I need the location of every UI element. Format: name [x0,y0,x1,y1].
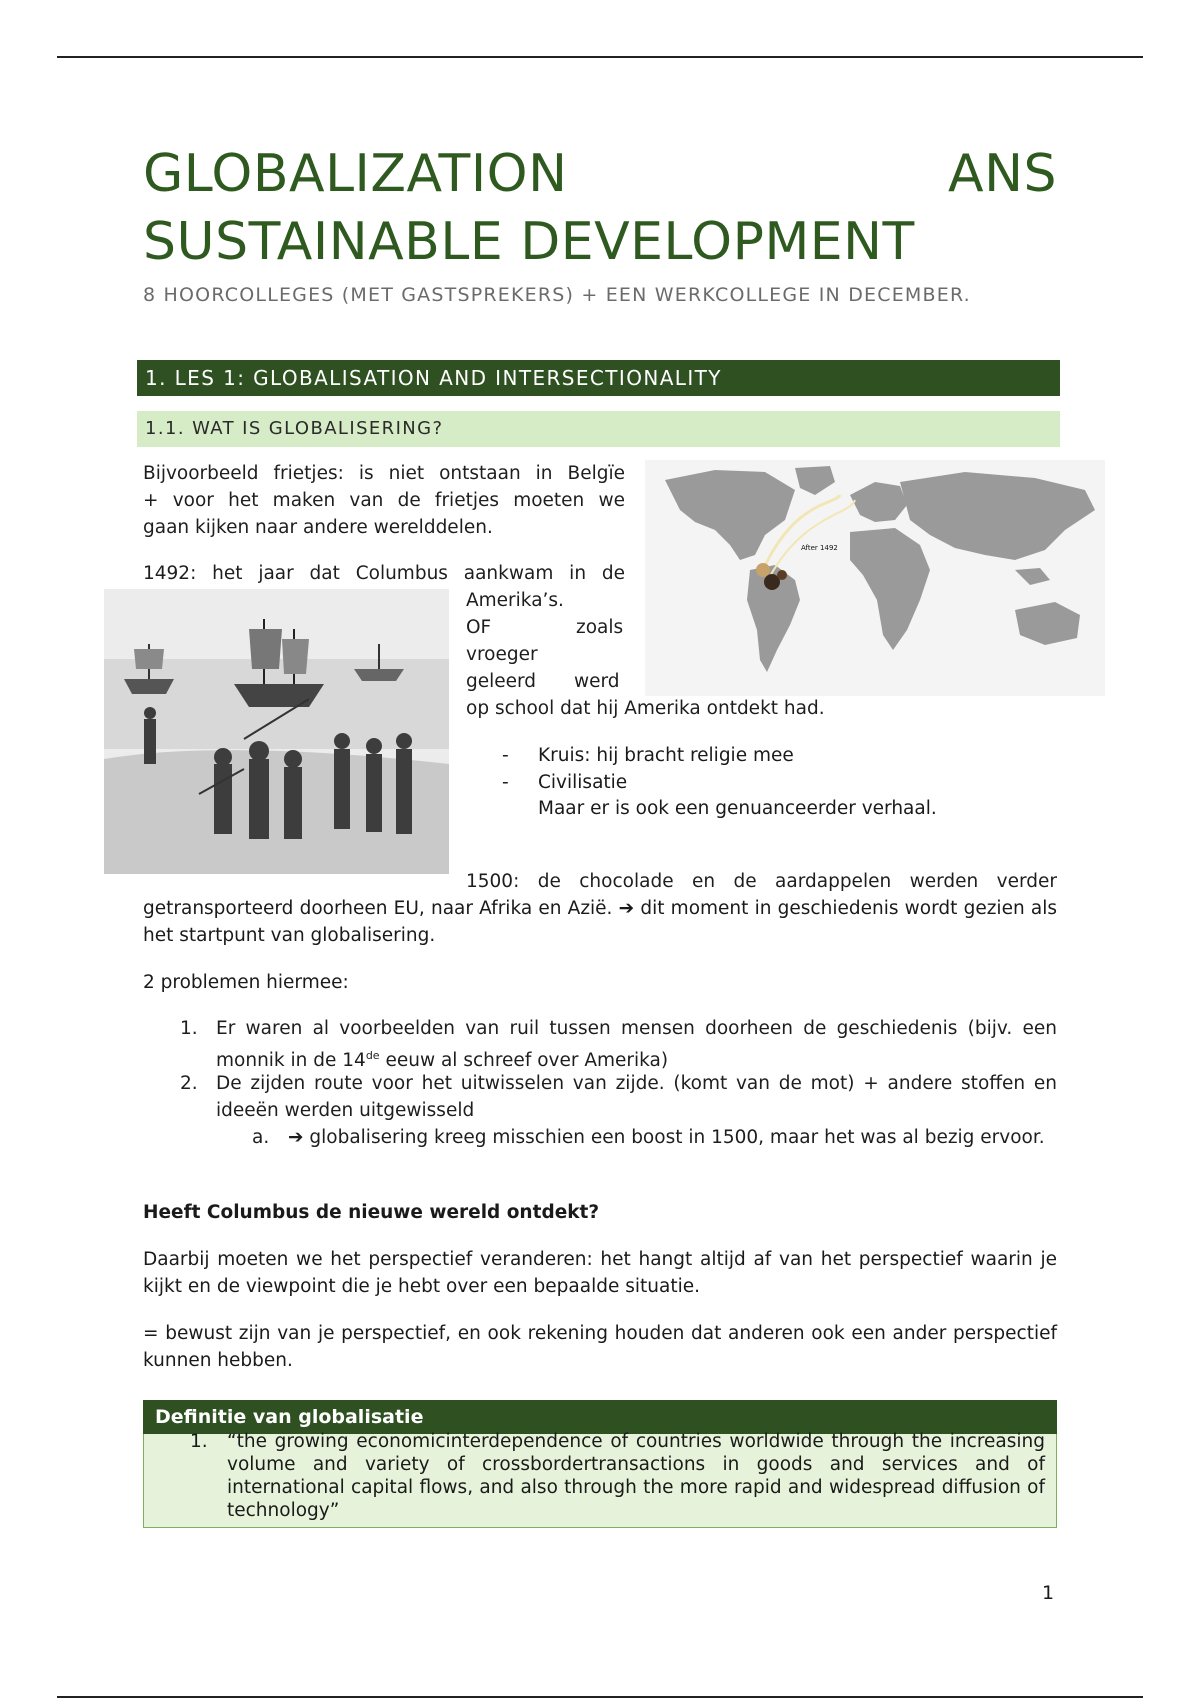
columbus-line-5b: werd [574,671,620,692]
columbus-line-2: Amerika’s. [466,590,564,611]
problem-1-superscript: de [365,1049,380,1062]
problem-2-number: 2. [180,1073,198,1094]
columbus-line-6: op school dat hij Amerika ontdekt had. [466,698,825,719]
columbus-line-1: 1492: het jaar dat Columbus aankwam in de [143,563,625,584]
columbus-line-4: vroeger [466,644,538,665]
document-title [143,140,1057,276]
map-label-after-1492: After 1492 [801,544,838,552]
p1500-rest: getransporteerd doorheen EU, naar Afrika en Azië. ➔ dit moment in geschiedenis wordt gezien als het startpunt van globalisering. [143,898,1057,946]
columbus-line-3b: zoals [576,617,624,638]
sub-a-text: ➔ globalisering kreeg misschien een boost in 1500, maar het was al bezig ervoor. [288,1127,1045,1148]
definition-box-header: Definitie van globalisatie [143,1400,1057,1434]
bullet-civilisatie: Civilisatie [538,772,628,793]
problems-intro: 2 problemen hiermee: [143,972,349,993]
heading-wat-is-globalisering: 1.1. WAT IS GLOBALISERING? [137,411,1060,447]
aware-paragraph: = bewust zijn van je perspectief, en ook rekening houden dat anderen ook een ander perspectief kunnen hebben. [143,1323,1057,1371]
world-map-icon [645,460,1105,696]
nuanced-story-line: Maar er is ook een genuanceerder verhaal. [538,798,937,819]
document-subtitle: 8 HOORCOLLEGES (MET GASTSPREKERS) + EEN WERKCOLLEGE IN DECEMBER. [143,284,971,306]
footer-rule [57,1696,1143,1698]
title-line-2: SUSTAINABLE DEVELOPMENT [143,212,915,272]
problem-2-text: De zijden route voor het uitwisselen van zijde. (komt van de mot) + andere stoffen en ideeën werden uitgewisseld [216,1073,1057,1121]
bullet-dash-2: - [502,772,509,793]
header-rule [57,56,1143,58]
heading-les-1: 1. LES 1: GLOBALISATION AND INTERSECTIONALITY [137,360,1060,396]
columbus-landing-engraving [104,589,449,874]
world-map-image [645,460,1105,696]
p1500-line-1: 1500: de chocolade en de aardappelen werden verder [466,871,1057,892]
problem-1-text [216,1015,1057,1074]
title-word-ans: ANS [948,144,1057,204]
question-heading: Heeft Columbus de nieuwe wereld ontdekt? [143,1202,600,1223]
page-number: 1 [1042,1582,1055,1604]
definition-text: “the growing economicinterdependence of countries worldwide through the increasing volume and variety of crossbordertransactions in goods and services and of international capital flows, and also through the more rapid and widespread diffusion of technology” [227,1431,1045,1521]
intro-line-3: gaan kijken naar andere werelddelen. [143,517,493,538]
sub-a-number: a. [252,1127,270,1148]
definition-number: 1. [190,1431,208,1452]
columbus-line-3a: OF [466,617,492,638]
problem-1-number: 1. [180,1018,198,1039]
columbus-line-5a: geleerd [466,671,537,692]
intro-line-1: Bijvoorbeeld frietjes: is niet ontstaan in Belgïe [143,463,625,484]
problem-1-text-b: eeuw al schreef over Amerika) [379,1050,669,1072]
bullet-kruis: Kruis: hij bracht religie mee [538,745,794,766]
intro-line-2: + voor het maken van de frietjes moeten we [143,490,625,511]
title-word-globalization: GLOBALIZATION [143,144,568,204]
bullet-dash-1: - [502,745,509,766]
perspective-paragraph: Daarbij moeten we het perspectief veranderen: het hangt altijd af van het perspectief waarin je kijkt en de viewpoint die je hebt over een bepaalde situatie. [143,1249,1057,1297]
engraving-illustration-icon [104,589,449,874]
problem-1-text-a: Er waren al voorbeelden van ruil tussen mensen doorheen de geschiedenis (bijv. een monnik in de 14 [216,1018,1057,1072]
